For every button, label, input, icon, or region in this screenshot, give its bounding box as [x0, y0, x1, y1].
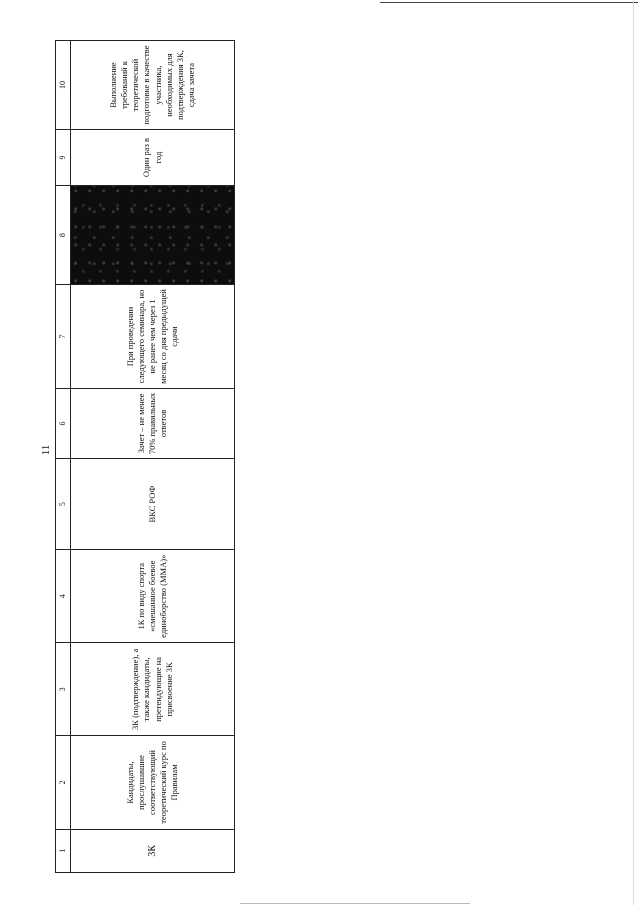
participants-cell: Кандидаты, прослушавшие соответствующий теоретический курс по Правилам	[71, 736, 235, 829]
frequency-cell: Один раз в год	[71, 130, 235, 186]
rotated-table-container	[55, 40, 235, 873]
column-number-3: 3	[56, 643, 71, 736]
column-number-7: 7	[56, 285, 71, 388]
scan-edge-bottom	[240, 903, 470, 904]
qualification-cell: 3К (подтверждение), а также кандидаты, претендующие на присвоение 3К	[71, 643, 235, 736]
category-cell: 3К	[71, 829, 235, 872]
scan-edge-right	[633, 0, 634, 905]
scan-edge-top	[380, 2, 638, 3]
column-number-8: 8	[56, 185, 71, 284]
passing-criteria-cell: Зачет – не менее 70% правильных ответов	[71, 388, 235, 458]
column-number-10: 10	[56, 41, 71, 130]
column-number-row	[56, 41, 71, 873]
sport-category-cell: 1К по виду спорта «смешанное боевое единоборство (ММА)»	[71, 550, 235, 643]
retake-condition-cell: При проведении следующего семинара, но не ранее чем через 1 месяц со дня предыдущей сдачи	[71, 285, 235, 388]
table-row	[71, 41, 235, 873]
page-number: 11	[40, 444, 52, 456]
column-number-9: 9	[56, 130, 71, 186]
requirements-cell: Выполнение требований к теоретической подготовке в качестве участника, необходимых для подтверждения 3К, сдача зачета	[71, 41, 235, 130]
column-number-6: 6	[56, 388, 71, 458]
column-number-2: 2	[56, 736, 71, 829]
qualification-table	[55, 40, 235, 873]
organizer-cell: ВКС РОФ	[71, 459, 235, 550]
redacted-cell	[71, 185, 235, 284]
column-number-1: 1	[56, 829, 71, 872]
column-number-5: 5	[56, 459, 71, 550]
column-number-4: 4	[56, 550, 71, 643]
